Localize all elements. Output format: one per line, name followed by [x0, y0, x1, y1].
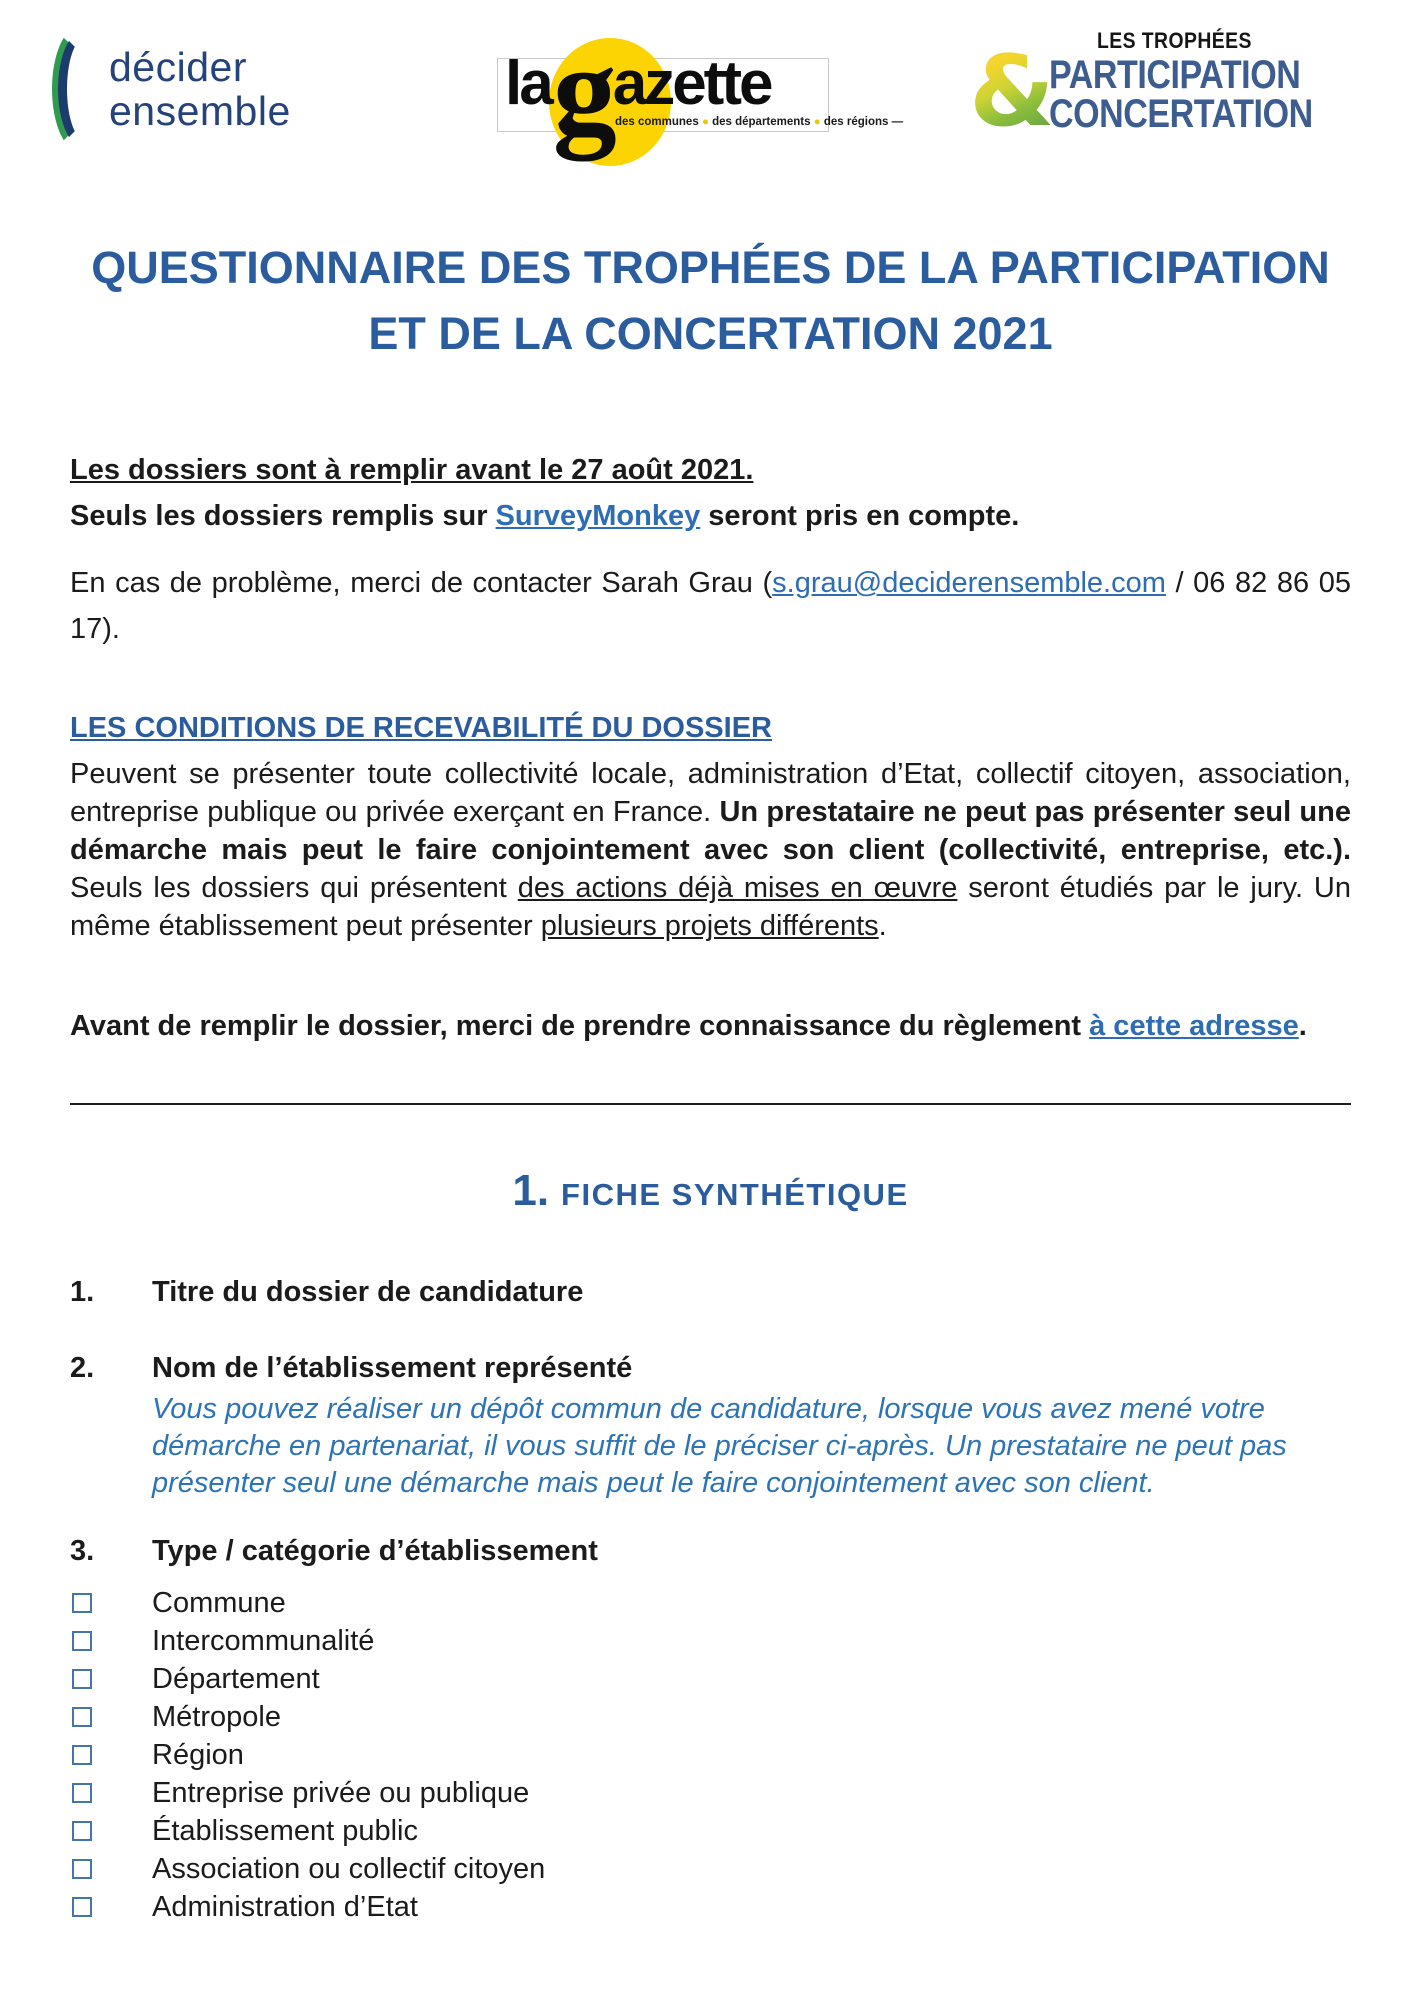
deadline-line1: Les dossiers sont à remplir avant le 27 août 2021.: [70, 454, 754, 486]
question-1: [70, 1273, 1351, 1311]
question-1-number: 1.: [70, 1276, 95, 1308]
section1-name: FICHE SYNTHÉTIQUE: [561, 1177, 909, 1212]
checkbox-row: [70, 1812, 1351, 1850]
checkbox[interactable]: [72, 1859, 92, 1879]
checkbox-label: Association ou collectif citoyen: [152, 1852, 546, 1885]
deadline-line2: Seuls les dossiers remplis sur SurveyMonkey seront pris en compte.: [70, 500, 1020, 532]
checkbox-label: Intercommunalité: [152, 1624, 375, 1657]
checkbox-row: [70, 1736, 1351, 1774]
gazette-word-la: la: [505, 49, 551, 118]
checkbox[interactable]: [72, 1897, 92, 1917]
gazette-dot-icon: ●: [701, 116, 713, 128]
gazette-tagline: des communes ● des départements ● des régions —: [615, 116, 904, 128]
checkbox-label: Commune: [152, 1586, 286, 1619]
checkbox-row: [70, 1850, 1351, 1888]
section-divider: [70, 1103, 1351, 1105]
gazette-dot-icon: ●: [813, 116, 824, 128]
checkbox-row: [70, 1698, 1351, 1736]
checkbox-row: [70, 1584, 1351, 1622]
checkbox[interactable]: [72, 1631, 92, 1651]
gazette-big-g: g: [552, 19, 617, 161]
conditions-heading: LES CONDITIONS DE RECEVABILITÉ DU DOSSIER: [70, 712, 772, 744]
checkbox-label: Région: [152, 1738, 244, 1771]
question-2-note: Vous pouvez réaliser un dépôt commun de candidature, lorsque vous avez mené votre démarche en partenariat, il vous suffit de le préciser ci-après. Un prestataire ne peut pas présenter seul une démarche mais peut le faire conjointement avec son client.: [152, 1393, 1287, 1499]
checkbox[interactable]: [72, 1745, 92, 1765]
checkbox[interactable]: [72, 1783, 92, 1803]
question-3-label: Type / catégorie d’établissement: [152, 1535, 598, 1567]
checkbox[interactable]: [72, 1593, 92, 1613]
establishment-type-checkbox-list: [70, 1584, 1351, 1926]
section1-title: [70, 1163, 1351, 1229]
question-2: [70, 1349, 1351, 1387]
question-3: [70, 1532, 1351, 1570]
page-title: [70, 235, 1351, 367]
deadline-paragraph: [70, 447, 1351, 539]
checkbox-row: [70, 1774, 1351, 1812]
checkbox-label: Département: [152, 1662, 320, 1695]
trophees-logo-participation: PARTICIPATION: [1048, 53, 1301, 97]
question-2-label: Nom de l’établissement représenté: [152, 1352, 633, 1384]
checkbox[interactable]: [72, 1669, 92, 1689]
gazette-word-rest: azette: [612, 49, 771, 118]
checkbox-label: Administration d’Etat: [152, 1890, 418, 1923]
section1-number: 1.: [512, 1166, 550, 1215]
page-title-line1: QUESTIONNAIRE DES TROPHÉES DE LA PARTICIPATION: [91, 242, 1330, 293]
question-1-label: Titre du dossier de candidature: [152, 1276, 584, 1308]
surveymonkey-link[interactable]: SurveyMonkey: [495, 500, 701, 532]
checkbox-row: [70, 1660, 1351, 1698]
trophees-logo-top: LES TROPHÉES: [1096, 28, 1252, 53]
reglement-paragraph: Avant de remplir le dossier, merci de prendre connaissance du règlement à cette adresse.: [70, 1010, 1307, 1042]
checkbox-label: Métropole: [152, 1700, 281, 1733]
question-2-number: 2.: [70, 1352, 95, 1384]
reglement-address-link[interactable]: à cette adresse: [1089, 1010, 1299, 1042]
ampersand-ribbon-icon: &: [969, 35, 1055, 149]
checkbox-row: [70, 1888, 1351, 1926]
contact-email-link[interactable]: s.grau@deciderensemble.com: [772, 567, 1166, 599]
checkbox[interactable]: [72, 1707, 92, 1727]
question-3-number: 3.: [70, 1535, 95, 1567]
contact-paragraph: En cas de problème, merci de contacter Sarah Grau (s.grau@deciderensemble.com / 06 82 86 05 17).: [70, 567, 1351, 645]
checkbox-row: [70, 1622, 1351, 1660]
decider-logo-line1: décider: [109, 44, 247, 90]
trophees-logo-concertation: CONCERTATION: [1048, 92, 1313, 136]
checkbox-label: Établissement public: [152, 1814, 418, 1847]
conditions-paragraph: Peuvent se présenter toute collectivité locale, administration d’Etat, collectif citoyen, association, entreprise publique ou privée exerçant en France. Un prestataire ne peut pas présenter seul une démarche mais peut le faire conjointement avec son client (collectivité, entreprise, etc.). Seuls les dossiers qui présentent des actions déjà mises en œuvre seront étudiés par le jury. Un même établissement peut présenter plusieurs projets différents.: [70, 758, 1351, 942]
checkbox[interactable]: [72, 1821, 92, 1841]
page-title-line2: ET DE LA CONCERTATION 2021: [368, 308, 1053, 359]
decider-logo-line2: ensemble: [109, 88, 291, 134]
checkbox-label: Entreprise privée ou publique: [152, 1776, 530, 1809]
